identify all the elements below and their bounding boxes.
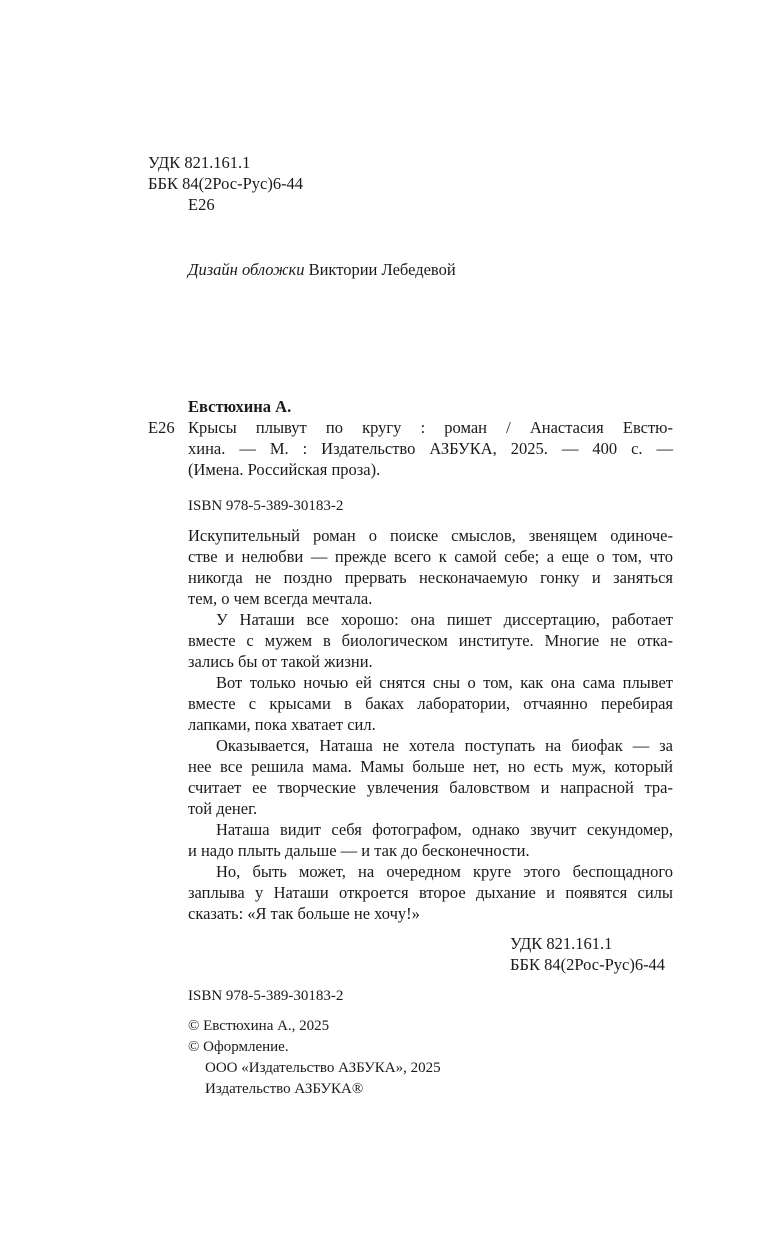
annotation-line: У Наташи все хорошо: она пишет диссертацию, работает	[216, 610, 673, 629]
annotation-line: зались бы от такой жизни.	[188, 652, 373, 671]
annotation-line: Искупительный роман о поиске смыслов, звенящем одиноче-	[188, 526, 673, 545]
biblio-line: (Имена. Российская проза).	[188, 460, 381, 479]
copyright-line: © Оформление.	[188, 1039, 289, 1055]
biblio-line: хина. — М. : Издательство АЗБУКА, 2025. — 400 с. —	[188, 439, 673, 458]
annotation-line: никогда не поздно прервать несконачаемую гонку и заняться	[188, 568, 673, 587]
annotation-line: считает ее творческие увлечения баловством и напрасной тра-	[188, 778, 673, 797]
biblio-line: Крысы плывут по кругу : роман / Анастасия Евстю-	[188, 418, 673, 437]
annotation-line: сказать: «Я так больше не хочу!»	[188, 904, 420, 923]
annotation-line: вместе с мужем в биологическом институте. Многие не отка-	[188, 631, 673, 650]
bbk-code-repeat: ББК 84(2Рос-Рус)6-44	[510, 955, 666, 974]
design-credit-name: Виктории Лебедевой	[308, 260, 456, 279]
design-credit-role: Дизайн обложки	[188, 260, 305, 279]
copyright-line: ООО «Издательство АЗБУКА», 2025	[205, 1060, 441, 1076]
isbn-bottom: ISBN 978-5-389-30183-2	[188, 988, 344, 1004]
annotation-line: Но, быть может, на очередном круге этого беспощадного	[216, 862, 673, 881]
annotation-line: Вот только ночью ей снятся сны о том, как она сама плывет	[216, 673, 673, 692]
udk-code: УДК 821.161.1	[148, 153, 251, 172]
copyright-line: Издательство АЗБУКА®	[205, 1081, 364, 1097]
isbn: ISBN 978-5-389-30183-2	[188, 498, 344, 514]
annotation-line: и надо плыть дальше — и так до бесконечности.	[188, 841, 530, 860]
annotation-line: Оказывается, Наташа не хотела поступать на биофак — за	[216, 736, 673, 755]
annotation-line: нее все решила мама. Мамы больше нет, но есть муж, который	[188, 757, 673, 776]
udk-code-repeat: УДК 821.161.1	[510, 934, 613, 953]
annotation-line: тем, о чем всегда мечтала.	[188, 589, 373, 608]
annotation-line: стве и нелюбви — прежде всего к самой себе; а еще о том, что	[188, 547, 673, 566]
annotation-line: той денег.	[188, 799, 258, 818]
bbk-code: ББК 84(2Рос-Рус)6-44	[148, 174, 304, 193]
annotation-line: лапками, пока хватает сил.	[188, 715, 376, 734]
design-credit	[188, 259, 456, 280]
annotation-line: Наташа видит себя фотографом, однако звучит секундомер,	[216, 820, 673, 839]
author-mark: Е26	[188, 195, 215, 214]
copyright-line: © Евстюхина А., 2025	[188, 1018, 330, 1034]
annotation-line: заплыва у Наташи откроется второе дыхание и появятся силы	[188, 883, 673, 902]
annotation-line: вместе с крысами в баках лаборатории, отчаянно перебирая	[188, 694, 673, 713]
biblio-author: Евстюхина А.	[188, 397, 292, 416]
biblio-mark: Е26	[148, 418, 175, 437]
